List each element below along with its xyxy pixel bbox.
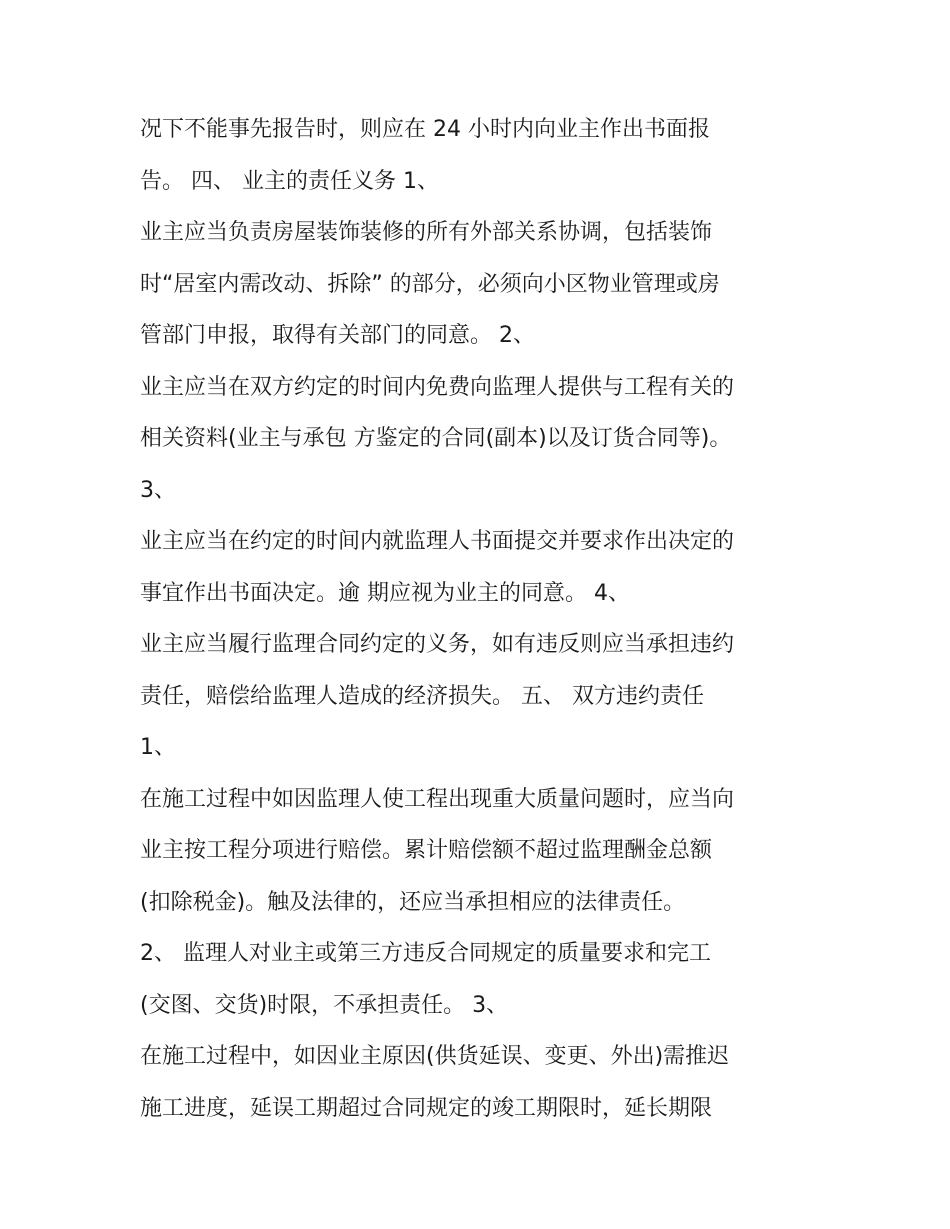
text-line: 责任，赔偿给监理人造成的经济损失。 五、 双方违约责任 (140, 683, 704, 709)
text-line: (扣除税金)。触及法律的，还应当承担相应的法律责任。 (140, 889, 686, 915)
text-line: 在施工过程中，如因业主原因(供货延误、变更、外出)需推迟 (140, 1044, 730, 1069)
text-line: 施工进度，延误工期超过合同规定的竣工期限时，延长期限 (140, 1095, 713, 1121)
text-line: 相关资料(业主与承包 方鉴定的合同(副本)以及订货合同等)。 (140, 426, 732, 451)
document-body (140, 110, 830, 1140)
text-line: 业主应当在约定的时间内就监理人书面提交并要求作出决定的 (140, 529, 735, 554)
text-line: 况下不能事先报告时，则应在 24 小时内向业主作出书面报 (140, 117, 710, 142)
text-line: 管部门申报，取得有关部门的同意。 2、 (140, 323, 535, 348)
text-line: 业主应当履行监理合同约定的义务，如有违反则应当承担违约 (140, 632, 735, 657)
text-line: 业主应当在双方约定的时间内免费向监理人提供与工程有关的 (140, 374, 735, 400)
text-line: 业主应当负责房屋装饰装修的所有外部关系协调，包括装饰 (140, 220, 713, 245)
text-line: 业主按工程分项进行赔偿。累计赔偿额不超过监理酬金总额 (140, 838, 713, 863)
text-line: 2、 监理人对业主或第三方违反合同规定的质量要求和完工 (140, 941, 711, 966)
text-line: 1、 (140, 735, 176, 760)
text-line: 告。 四、 业主的责任义务 1、 (140, 168, 439, 194)
text-line: (交图、交货)时限，不承担责任。 3、 (140, 992, 509, 1018)
text-line: 在施工过程中如因监理人使工程出现重大质量问题时，应当向 (140, 786, 735, 812)
text-line: 事宜作出书面决定。逾 期应视为业主的同意。 4、 (140, 580, 630, 606)
text-line: 时“居室内需改动、拆除” 的部分，必须向小区物业管理或房 (140, 271, 720, 297)
text-line: 3、 (140, 477, 176, 503)
